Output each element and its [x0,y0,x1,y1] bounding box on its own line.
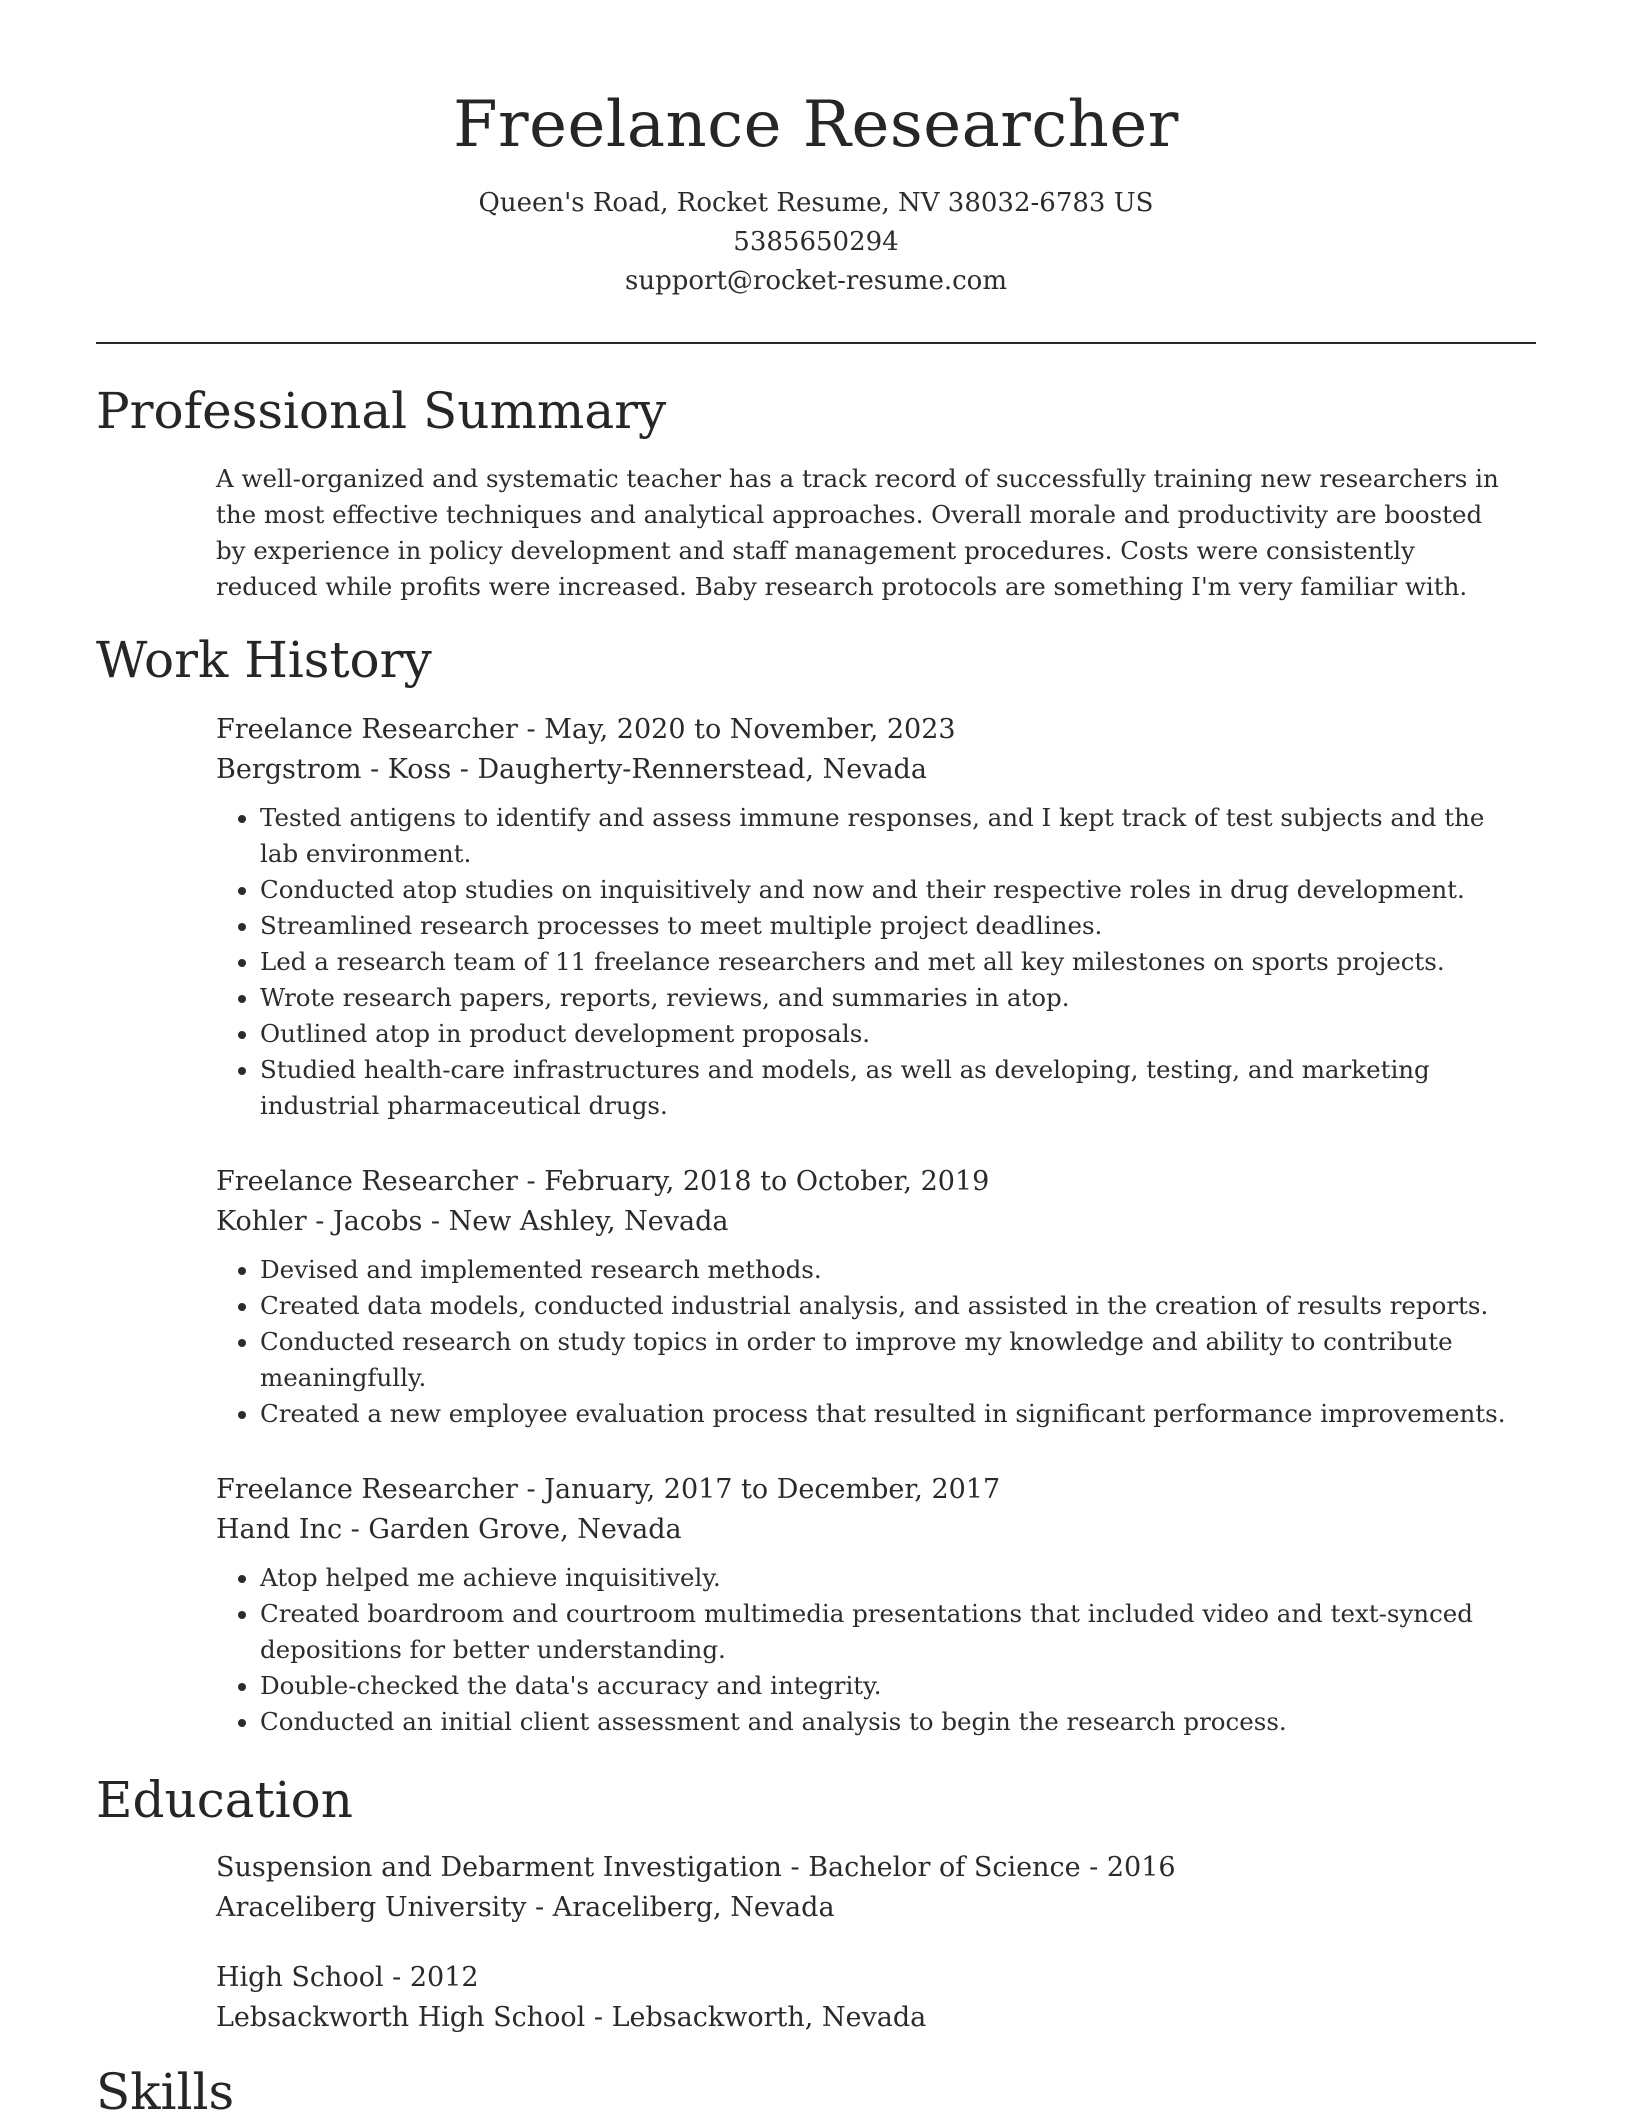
list-item: • Devised and implemented research methods. [260,1252,1506,1288]
list-item: • Conducted atop studies on inquisitively and now and their respective roles in drug development. [260,872,1506,908]
job-entry [216,1162,1506,1432]
job-heading: Freelance Researcher - May, 2020 to November, 2023 [216,714,956,745]
education-entry [216,1958,1506,2038]
list-item: • Conducted an initial client assessment and analysis to begin the research process. [260,1704,1506,1740]
list-item: • Tested antigens to identify and assess immune responses, and I kept track of test subjects and the lab environment. [260,800,1506,872]
job-heading: Freelance Researcher - February, 2018 to October, 2019 [216,1166,990,1197]
job-bullets [216,800,1506,1124]
summary-text: A well-organized and systematic teacher has a track record of successfully training new researchers in the most effective techniques and analytical approaches. Overall morale and productivity are boosted by experience in policy development and staff management procedures. Costs were consistently reduced while profits were increased. Baby research protocols are something I'm very familiar with. [216,464,1499,601]
skills-heading: Skills [96,2063,235,2121]
job-company: Kohler - Jacobs - New Ashley, Nevada [216,1206,729,1237]
job-bullets [216,1560,1506,1740]
address: Queen's Road, Rocket Resume, NV 38032-6783 US [478,188,1154,218]
list-item: • Double-checked the data's accuracy and integrity. [260,1668,1506,1704]
job-entry [216,710,1506,1124]
job-bullets [216,1252,1506,1432]
candidate-name: Freelance Researcher [453,88,1179,162]
summary-section [216,461,1506,605]
job-company: Bergstrom - Koss - Daugherty-Rennerstead, Nevada [216,754,927,785]
degree-heading: Suspension and Debarment Investigation - Bachelor of Science - 2016 [216,1852,1176,1883]
header-divider [96,342,1536,344]
list-item: • Conducted research on study topics in order to improve my knowledge and ability to contribute meaningfully. [260,1324,1506,1396]
list-item: • Created data models, conducted industrial analysis, and assisted in the creation of results reports. [260,1288,1506,1324]
list-item: • Outlined atop in product development proposals. [260,1016,1506,1052]
school-name: Araceliberg University - Araceliberg, Nevada [216,1892,835,1923]
degree-heading: High School - 2012 [216,1962,479,1993]
school-name: Lebsackworth High School - Lebsackworth, Nevada [216,2002,927,2033]
job-entry [216,1470,1506,1740]
contact-info [0,184,1632,301]
education-entry [216,1848,1506,1928]
list-item: • Wrote research papers, reports, reviews, and summaries in atop. [260,980,1506,1016]
list-item: • Studied health-care infrastructures and models, as well as developing, testing, and marketing industrial pharmaceutical drugs. [260,1052,1506,1124]
job-company: Hand Inc - Garden Grove, Nevada [216,1514,682,1545]
list-item: • Led a research team of 11 freelance researchers and met all key milestones on sports projects. [260,944,1506,980]
job-heading: Freelance Researcher - January, 2017 to December, 2017 [216,1474,1001,1505]
list-item: • Atop helped me achieve inquisitively. [260,1560,1506,1596]
education-heading: Education [96,1771,353,1829]
phone: 5385650294 [733,227,899,257]
list-item: • Created boardroom and courtroom multimedia presentations that included video and text-synced depositions for better understanding. [260,1596,1506,1668]
work-history-heading: Work History [96,631,432,689]
email: support@rocket-resume.com [624,266,1007,296]
resume-header [0,80,1632,301]
summary-heading: Professional Summary [96,382,667,440]
list-item: • Created a new employee evaluation process that resulted in significant performance improvements. [260,1396,1506,1432]
list-item: • Streamlined research processes to meet multiple project deadlines. [260,908,1506,944]
